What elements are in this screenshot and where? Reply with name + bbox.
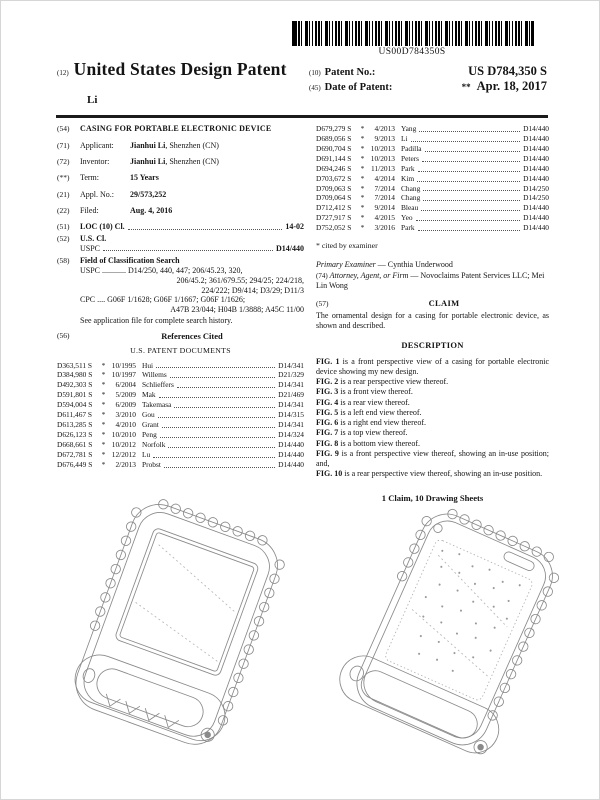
- ref-date: 4/2014: [374, 173, 395, 183]
- description-heading: DESCRIPTION: [401, 339, 464, 350]
- reference-row: [57, 361, 304, 371]
- reference-row: [316, 193, 549, 203]
- loc-class-value: 14-02: [285, 222, 304, 232]
- term-value: 15 Years: [130, 173, 159, 183]
- primary-examiner-line: Primary Examiner — Cynthia Underwood: [316, 259, 453, 269]
- ref-examiner-star: *: [101, 420, 106, 430]
- dot-leader: [423, 199, 520, 201]
- ref-classification: D14/440: [523, 153, 549, 163]
- reference-row: [57, 410, 304, 420]
- ref-inventor-name: Park: [401, 163, 415, 173]
- ref-date: 6/2009: [115, 400, 136, 410]
- ref-inventor-name: Grant: [142, 420, 159, 430]
- ref-patent-number: D676,449 S: [57, 459, 93, 469]
- dot-leader: [417, 180, 520, 182]
- ref-inventor-name: Willems: [142, 370, 167, 380]
- ref-patent-number: D672,781 S: [57, 449, 93, 459]
- ref-date: 2/2013: [115, 459, 136, 469]
- ref-examiner-star: *: [360, 203, 365, 213]
- dot-leader: [177, 386, 275, 388]
- ref-inventor-name: Chang: [401, 193, 421, 203]
- figure-description: FIG. 10 is a rear perspective view thereof, showing an in-use position.: [316, 468, 543, 478]
- us-class-row: (52) U.S. Cl. USPC D14/440: [57, 233, 304, 253]
- ref-patent-number: D709,063 S: [316, 183, 352, 193]
- applicant-row: (71) Applicant: Jianhui Li, Shenzhen (CN): [57, 140, 219, 150]
- claims-drawing-sheets-line: 1 Claim, 10 Drawing Sheets: [381, 492, 484, 503]
- ref-inventor-name: Bleau: [401, 203, 419, 213]
- ref-patent-number: D363,511 S: [57, 360, 93, 370]
- ref-classification: D14/315: [278, 410, 304, 420]
- figure-description: FIG. 9 is a front perspective view thereof, showing an in-use position; and,: [316, 448, 549, 468]
- ref-patent-number: D712,412 S: [316, 203, 352, 213]
- ref-inventor-name: Padilla: [401, 143, 422, 153]
- ref-examiner-star: *: [101, 360, 106, 370]
- ref-classification: D14/341: [278, 400, 304, 410]
- figure-label: FIG. 2: [316, 377, 339, 387]
- ref-date: 10/1997: [111, 370, 136, 380]
- ref-classification: D14/250: [523, 183, 549, 193]
- reference-row: [57, 370, 304, 380]
- ref-examiner-star: *: [360, 133, 365, 143]
- dot-leader: [156, 366, 275, 368]
- reference-row: [316, 203, 549, 213]
- inventor-name: Jianhui Li: [130, 157, 166, 167]
- continuation-stars: **: [461, 82, 471, 92]
- ref-date: 5/2009: [115, 390, 136, 400]
- dot-leader: [418, 170, 521, 172]
- drawing-sheet: [29, 491, 577, 797]
- barcode-text: US00D784350S: [378, 47, 446, 57]
- figure-label: FIG. 4: [316, 397, 339, 407]
- loc-class-row: (51) LOC (10) Cl. 14-02: [57, 222, 304, 232]
- dot-leader: [416, 219, 521, 221]
- applicant-name: Jianhui Li: [130, 140, 166, 150]
- ref-examiner-star: *: [360, 213, 365, 223]
- dot-leader: [170, 376, 275, 378]
- ref-date: 9/2013: [374, 133, 395, 143]
- ref-examiner-star: *: [101, 390, 106, 400]
- dot-leader: [425, 150, 521, 152]
- ref-inventor-name: Schlieffers: [142, 380, 174, 390]
- date-of-patent-value: ** Apr. 18, 2017: [461, 79, 547, 93]
- ref-classification: D21/469: [278, 390, 304, 400]
- ref-date: 7/2014: [374, 193, 395, 203]
- ref-inventor-name: Li: [401, 133, 408, 143]
- reference-row: [316, 174, 549, 184]
- ref-examiner-star: *: [101, 449, 106, 459]
- ref-date: 3/2010: [115, 410, 136, 420]
- ref-date: 7/2014: [374, 183, 395, 193]
- reference-row: [57, 450, 304, 460]
- figure-description: FIG. 7 is a top view thereof.: [316, 428, 408, 438]
- ref-classification: D14/440: [523, 203, 549, 213]
- claim-heading: CLAIM: [428, 297, 460, 308]
- ref-inventor-name: Mak: [142, 390, 156, 400]
- ref-patent-number: D691,144 S: [316, 153, 352, 163]
- ref-date: 9/2014: [374, 203, 395, 213]
- ref-patent-number: D689,056 S: [316, 133, 352, 143]
- ref-examiner-star: *: [360, 183, 365, 193]
- ref-examiner-star: *: [360, 143, 365, 153]
- ref-patent-number: D613,285 S: [57, 420, 93, 430]
- dot-leader: [153, 456, 275, 458]
- dot-leader: [164, 466, 275, 468]
- reference-row: [57, 440, 304, 450]
- ref-date: 12/2012: [111, 449, 136, 459]
- header-divider: [56, 115, 548, 118]
- date-of-patent-label: Date of Patent:: [324, 82, 393, 93]
- ref-patent-number: D709,064 S: [316, 193, 352, 203]
- ref-examiner-star: *: [101, 370, 106, 380]
- ref-examiner-star: *: [101, 410, 106, 420]
- ref-inventor-name: Park: [401, 223, 415, 233]
- ref-classification: D14/324: [278, 429, 304, 439]
- ref-patent-number: D594,004 S: [57, 400, 93, 410]
- kind-code-45: (45): [309, 84, 321, 92]
- dot-leader: [168, 446, 275, 448]
- ref-inventor-name: Peng: [142, 429, 157, 439]
- figure-label: FIG. 10: [316, 468, 343, 478]
- application-number: 29/573,252: [130, 189, 167, 199]
- filed-date: Aug. 4, 2016: [130, 205, 173, 215]
- dot-leader: [128, 228, 283, 230]
- ref-inventor-name: Takemasa: [142, 400, 172, 410]
- ref-inventor-name: Yang: [401, 124, 417, 133]
- reference-row: [316, 184, 549, 194]
- ref-classification: D14/440: [523, 163, 549, 173]
- ref-date: 10/1995: [111, 360, 136, 370]
- dot-leader: [423, 189, 520, 191]
- ref-patent-number: D492,303 S: [57, 380, 93, 390]
- right-column: [316, 124, 549, 503]
- ref-classification: D14/440: [278, 439, 304, 449]
- ref-classification: D14/440: [523, 133, 549, 143]
- document-title: United States Design Patent: [73, 59, 287, 79]
- dot-leader: [103, 249, 273, 251]
- ref-inventor-name: Kim: [401, 173, 415, 183]
- ref-examiner-star: *: [101, 380, 106, 390]
- figure-label: FIG. 3: [316, 387, 339, 397]
- reference-row: [316, 144, 549, 154]
- ref-examiner-star: *: [360, 124, 365, 133]
- title-section: (54) CASING FOR PORTABLE ELECTRONIC DEVICE: [57, 124, 304, 134]
- ref-examiner-star: *: [360, 173, 365, 183]
- ref-classification: D14/440: [278, 459, 304, 469]
- reference-row: [316, 124, 549, 134]
- ref-classification: D14/440: [523, 223, 549, 233]
- ref-date: 4/2015: [374, 213, 395, 223]
- ref-patent-number: D690,704 S: [316, 143, 352, 153]
- ref-date: 10/2012: [111, 439, 136, 449]
- ref-inventor-name: Yeo: [401, 213, 413, 223]
- ref-examiner-star: *: [101, 459, 106, 469]
- ref-examiner-star: *: [360, 193, 365, 203]
- claim-text: The ornamental design for a casing for portable electronic device, as shown and described.: [316, 311, 549, 330]
- figure-description: FIG. 1 is a front perspective view of a casing for portable electronic device showing my new design.: [316, 357, 549, 376]
- ref-patent-number: D752,052 S: [316, 223, 352, 233]
- ref-inventor-name: Hui: [142, 360, 154, 370]
- figure-label: FIG. 9: [316, 448, 339, 458]
- dot-leader: [160, 436, 275, 438]
- ref-inventor-name: Gou: [142, 410, 155, 420]
- ref-date: 3/2016: [374, 223, 395, 233]
- dot-leader: [419, 130, 520, 132]
- ref-patent-number: D694,246 S: [316, 163, 352, 173]
- ref-examiner-star: *: [360, 223, 365, 233]
- ref-examiner-star: *: [101, 429, 106, 439]
- field-of-search-row: (58) Field of Classification Search USPC ............ D14/250, 440, 447; 206/45.23, 320, 206/45.2; 361/679.55; 294/25; 224/218, 224/222; D9/414; D3/29; D11/3 CPC .... G06F 1/1628; G06F 1/1667; G06F 1/1626; A47B 23/044; H04B 1/3888; A45C 11/00 See application file for complete search history.: [57, 256, 304, 325]
- reference-row: [316, 213, 549, 223]
- ref-examiner-star: *: [360, 153, 365, 163]
- examiner-attorney-block: [316, 260, 549, 291]
- ref-patent-number: D626,123 S: [57, 429, 93, 439]
- ref-classification: D14/440: [523, 213, 549, 223]
- reference-row: [57, 430, 304, 440]
- ref-classification: D14/440: [523, 124, 549, 133]
- figure-label: FIG. 5: [316, 407, 339, 417]
- references-cited-heading: (56) References Cited: [57, 330, 223, 341]
- reference-row: [316, 134, 549, 144]
- ref-classification: D14/440: [278, 449, 304, 459]
- ref-inventor-name: Chang: [401, 183, 421, 193]
- ref-classification: D14/250: [523, 193, 549, 203]
- barcode-image: [292, 21, 534, 46]
- uspc-class-value: D14/440: [276, 243, 304, 253]
- ref-inventor-name: Probst: [142, 459, 161, 469]
- kind-code-12: (12): [57, 69, 69, 77]
- reference-row: [57, 460, 304, 470]
- ref-date: 11/2013: [371, 163, 395, 173]
- barcode: [292, 21, 532, 57]
- figure-description: FIG. 6 is a right end view thereof.: [316, 418, 426, 428]
- ref-classification: D14/440: [523, 173, 549, 183]
- ref-patent-number: D668,661 S: [57, 439, 93, 449]
- figure-description-list: [316, 357, 549, 479]
- dot-leader: [411, 140, 521, 142]
- application-number-row: (21) Appl. No.: 29/573,252: [57, 189, 167, 199]
- ref-patent-number: D727,917 S: [316, 213, 352, 223]
- ref-patent-number: D703,672 S: [316, 173, 352, 183]
- inventor-byline: Li: [87, 94, 98, 106]
- reference-row: [316, 223, 549, 233]
- patent-number-label: Patent No.:: [324, 67, 376, 78]
- reference-row: [57, 400, 304, 410]
- figure-description: FIG. 3 is a front view thereof.: [316, 387, 413, 397]
- figure-description: FIG. 8 is a bottom view thereof.: [316, 438, 420, 448]
- dot-leader: [159, 396, 276, 398]
- dot-leader: [421, 209, 520, 211]
- ref-patent-number: D679,279 S: [316, 124, 352, 133]
- ref-classification: D14/341: [278, 360, 304, 370]
- dot-leader: [418, 229, 521, 231]
- ref-examiner-star: *: [101, 400, 106, 410]
- ref-patent-number: D384,980 S: [57, 370, 93, 380]
- figure-description: FIG. 2 is a rear perspective view thereof.: [316, 377, 449, 387]
- filed-row: (22) Filed: Aug. 4, 2016: [57, 205, 173, 215]
- reference-row: [316, 154, 549, 164]
- ref-date: 10/2010: [111, 429, 136, 439]
- ref-classification: D14/341: [278, 380, 304, 390]
- figure-label: FIG. 6: [316, 418, 339, 428]
- figure-label: FIG. 7: [316, 428, 339, 438]
- dot-leader: [174, 406, 275, 408]
- us-patent-documents-heading: U.S. PATENT DOCUMENTS: [130, 346, 231, 355]
- figure-description: FIG. 5 is a left end view thereof.: [316, 407, 422, 417]
- dot-leader: [422, 160, 520, 162]
- dot-leader: [158, 416, 275, 418]
- ref-examiner-star: *: [360, 163, 365, 173]
- figure-label: FIG. 8: [316, 438, 339, 448]
- figure-label: FIG. 1: [316, 357, 340, 367]
- cited-by-examiner-note: * cited by examiner: [316, 241, 378, 251]
- ref-date: 4/2010: [115, 420, 136, 430]
- ref-inventor-name: Norfolk: [142, 439, 166, 449]
- reference-list-col2: [316, 124, 549, 233]
- claim-heading-row: (57) CLAIM: [316, 298, 549, 308]
- bibliographic-columns: [57, 124, 549, 503]
- ref-classification: D21/329: [278, 370, 304, 380]
- figure-description: FIG. 4 is a rear view thereof.: [316, 397, 410, 407]
- ref-date: 6/2004: [115, 380, 136, 390]
- reference-row: [57, 380, 304, 390]
- reference-row: [316, 164, 549, 174]
- attorney-line: (74) Attorney, Agent, or Firm — Novoclaims Patent Services LLC; Mei Lin Wong: [316, 271, 545, 291]
- ref-inventor-name: Lu: [142, 449, 151, 459]
- patent-number-value: US D784,350 S: [468, 64, 547, 78]
- reference-row: [57, 390, 304, 400]
- ref-date: 10/2013: [370, 143, 395, 153]
- dot-leader: [162, 426, 275, 428]
- ref-patent-number: D611,467 S: [57, 410, 93, 420]
- ref-classification: D14/440: [523, 143, 549, 153]
- term-row: (**) Term: 15 Years: [57, 173, 159, 183]
- invention-title: CASING FOR PORTABLE ELECTRONIC DEVICE: [80, 124, 272, 133]
- ref-date: 4/2013: [374, 124, 395, 133]
- ref-examiner-star: *: [101, 439, 106, 449]
- ref-date: 10/2013: [370, 153, 395, 163]
- figure-rear-perspective-drawing: [305, 491, 581, 797]
- kind-code-10: (10): [309, 69, 321, 77]
- inventor-row: (72) Inventor: Jianhui Li, Shenzhen (CN): [57, 157, 219, 167]
- ref-patent-number: D591,801 S: [57, 390, 93, 400]
- reference-list-col1: [57, 361, 304, 470]
- left-column: [57, 124, 304, 503]
- reference-row: [57, 420, 304, 430]
- ref-inventor-name: Peters: [401, 153, 420, 163]
- figure-front-perspective-drawing: [29, 491, 305, 797]
- header: [57, 59, 547, 106]
- ref-classification: D14/341: [278, 420, 304, 430]
